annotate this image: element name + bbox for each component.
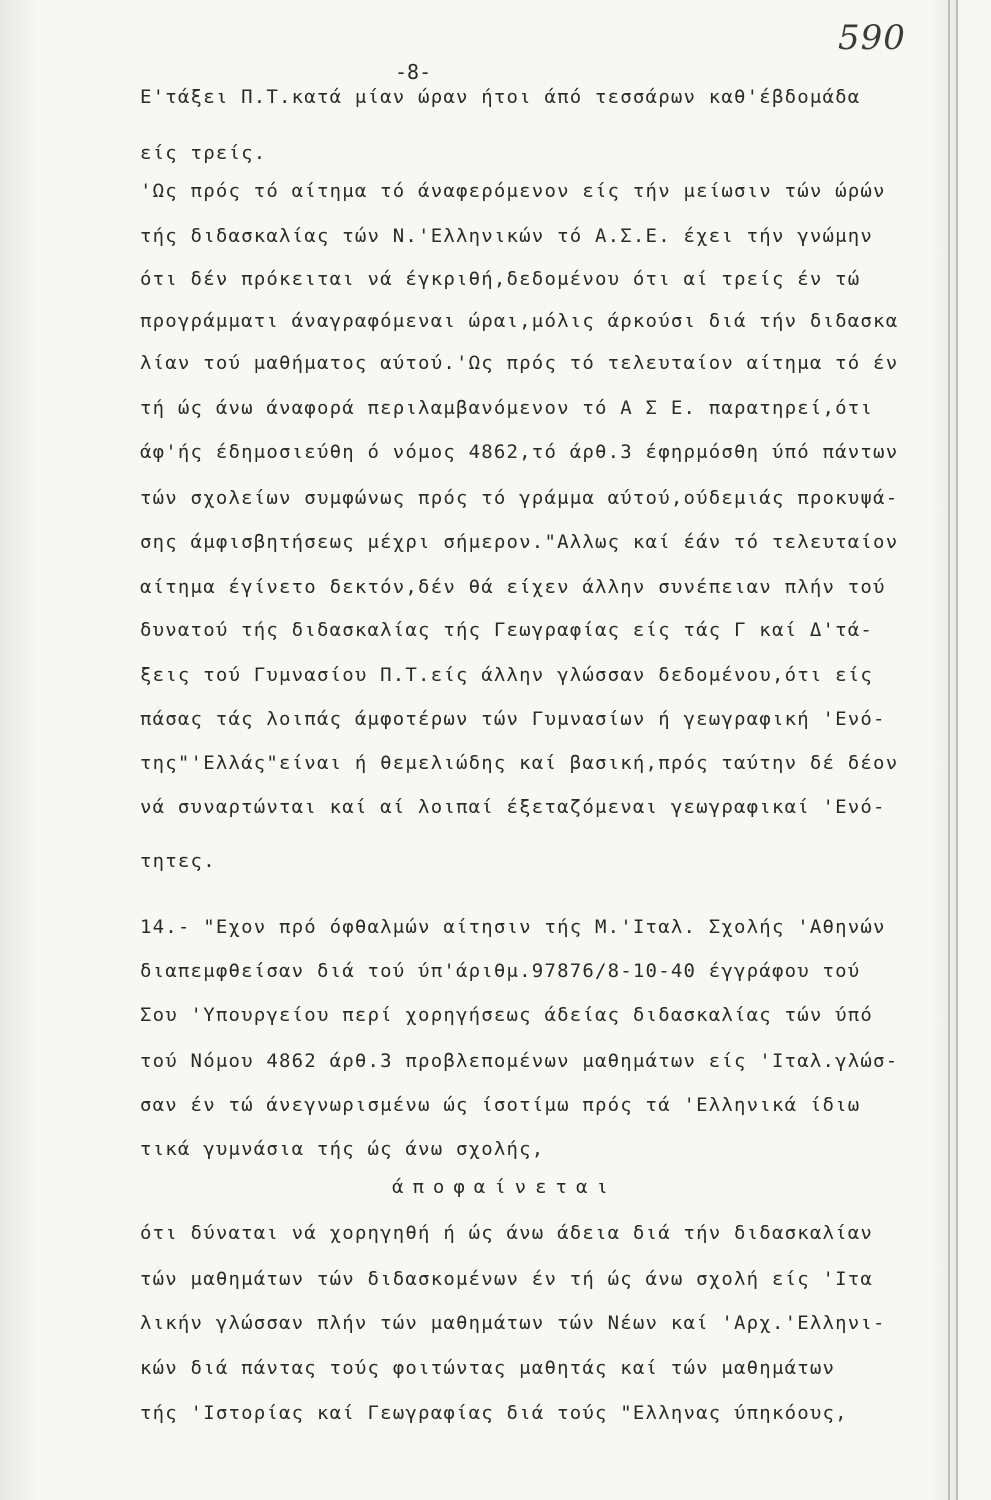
text-line: κών διά πάντας τούς φοιτώντας μαθητάς καί τών μαθημάτων [140, 1357, 836, 1379]
text-line: τητες. [140, 850, 216, 872]
text-line: τών σχολείων συμφώνως πρός τό γράμμα αύτού,ούδεμιάς προκυψά- [140, 487, 899, 509]
text-line: ότι δέν πρόκειται νά έγκριθή,δεδομένου ότι αί τρείς έν τώ [140, 268, 861, 290]
text-line: σαν έν τώ άνεγνωρισμένω ώς ίσοτίμω πρός τά 'Ελληνικά ίδιω [140, 1094, 861, 1116]
binding-edge [948, 0, 950, 1500]
text-line: άφ'ής έδημοσιεύθη ό νόμος 4862,τό άρθ.3 έφηρμόσθη ύπό πάντων [140, 441, 899, 463]
text-line: αίτημα έγίνετο δεκτόν,δέν θά είχεν άλλην συνέπειαν πλήν τού [140, 576, 886, 598]
text-line: τικά γυμνάσια τής ώς άνω σχολής, [140, 1138, 545, 1160]
text-line: τής 'Ιστορίας καί Γεωγραφίας διά τούς "Ελληνας ύπηκόους, [140, 1402, 848, 1424]
binding-edge [956, 0, 958, 1500]
text-line: σης άμφισβητήσεως μέχρι σήμερον."Αλλως καί έάν τό τελευταίον [140, 531, 899, 553]
text-line: τής διδασκαλίας τών Ν.'Ελληνικών τό Α.Σ.Ε. έχει τήν γνώμην [140, 225, 874, 247]
text-line: είς τρείς. [140, 142, 267, 164]
text-line: τών μαθημάτων τών διδασκομένων έν τή ώς άνω σχολή είς 'Ιτα [140, 1268, 874, 1290]
text-line: ξεις τού Γυμνασίου Π.Τ.είς άλλην γλώσσαν δεδομένου,ότι είς [140, 664, 874, 686]
text-line: πάσας τάς λοιπάς άμφοτέρων τών Γυμνασίων ή γεωγραφική 'Ενό- [140, 708, 886, 730]
text-line: προγράμματι άναγραφόμεναι ώραι,μόλις άρκούσι διά τήν διδασκα [140, 310, 899, 332]
section-heading: άποφαίνεται [392, 1176, 617, 1198]
text-line: Ε'τάξει Π.Τ.κατά μίαν ώραν ήτοι άπό τεσσάρων καθ'έβδομάδα [140, 86, 861, 108]
text-line: λίαν τού μαθήματος αύτού.'Ως πρός τό τελευταίον αίτημα τό έν [140, 352, 899, 374]
handwritten-page-number: 590 [838, 18, 906, 58]
text-line: λικήν γλώσσαν πλήν τών μαθημάτων τών Νέων καί 'Αρχ.'Ελληνι- [140, 1312, 886, 1334]
text-line: Σου 'Υπουργείου περί χορηγήσεως άδείας διδασκαλίας τών ύπό [140, 1004, 874, 1026]
text-line: δυνατού τής διδασκαλίας τής Γεωγραφίας είς τάς Γ καί Δ'τά- [140, 619, 874, 641]
text-line: διαπεμφθείσαν διά τού ύπ'άριθμ.97876/8-10-40 έγγράφου τού [140, 960, 861, 982]
text-line: τή ώς άνω άναφορά περιλαμβανόμενον τό Α Σ Ε. παρατηρεί,ότι [140, 397, 874, 419]
text-line: τού Νόμου 4862 άρθ.3 προβλεπομένων μαθημάτων είς 'Ιταλ.γλώσ- [140, 1050, 899, 1072]
text-line: ότι δύναται νά χορηγηθή ή ώς άνω άδεια διά τήν διδασκαλίαν [140, 1222, 874, 1244]
text-line: 'Ως πρός τό αίτημα τό άναφερόμενον είς τήν μείωσιν τών ώρών [140, 180, 886, 202]
text-line: της"'Ελλάς"είναι ή θεμελιώδης καί βασική,πρός ταύτην δέ δέον [140, 752, 899, 774]
text-line: νά συναρτώνται καί αί λοιπαί έξεταζόμεναι γεωγραφικαί 'Ενό- [140, 796, 886, 818]
text-line: 14.- "Εχον πρό όφθαλμών αίτησιν τής Μ.'Ιταλ. Σχολής 'Αθηνών [140, 916, 886, 938]
page-number: -8- [395, 60, 432, 84]
